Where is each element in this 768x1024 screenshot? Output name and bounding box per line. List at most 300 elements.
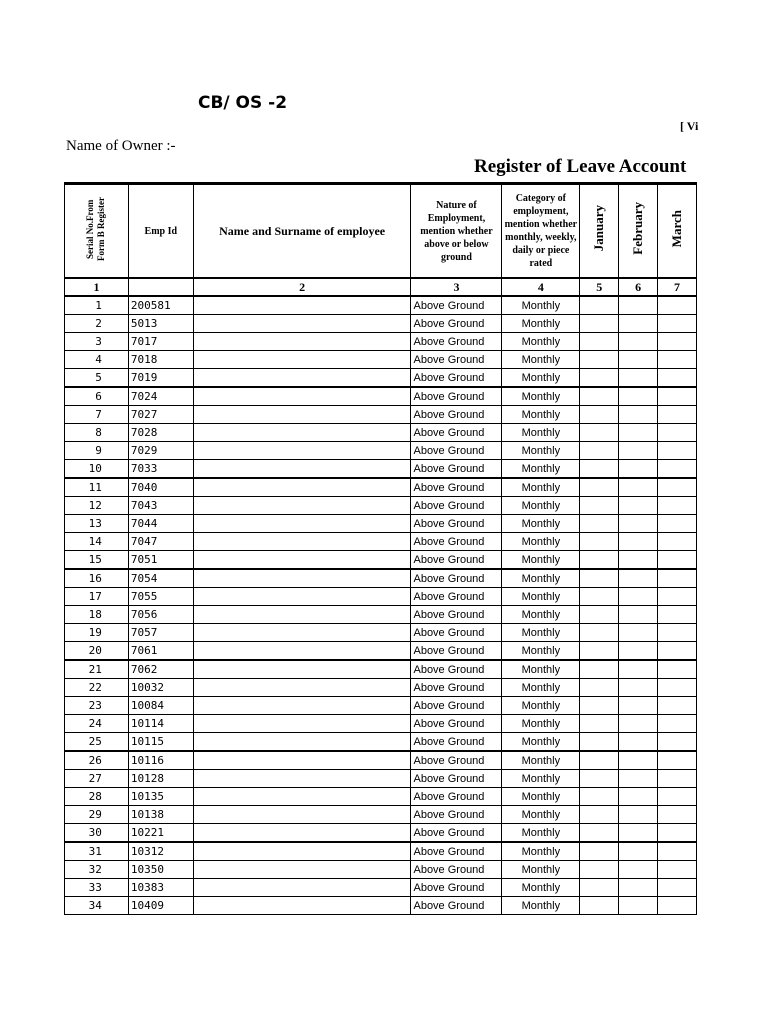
cell-name xyxy=(193,315,411,333)
cell-serial: 16 xyxy=(65,569,129,588)
table-row xyxy=(65,478,697,497)
cell-february xyxy=(619,606,658,624)
cell-nature: Above Ground xyxy=(411,497,502,515)
col-num: 7 xyxy=(658,278,697,296)
cell-march xyxy=(658,751,697,770)
table-row xyxy=(65,697,697,715)
cell-serial: 22 xyxy=(65,679,129,697)
cell-serial: 28 xyxy=(65,788,129,806)
cell-serial: 4 xyxy=(65,351,129,369)
cell-january xyxy=(580,296,619,315)
cell-february xyxy=(619,806,658,824)
cell-january xyxy=(580,442,619,460)
cell-february xyxy=(619,660,658,679)
cell-emp-id: 7057 xyxy=(128,624,193,642)
table-row xyxy=(65,351,697,369)
cell-february xyxy=(619,861,658,879)
cell-emp-id: 10116 xyxy=(128,751,193,770)
table-row xyxy=(65,751,697,770)
cell-january xyxy=(580,642,619,661)
table-row xyxy=(65,424,697,442)
cell-january xyxy=(580,515,619,533)
cell-category: Monthly xyxy=(502,733,580,752)
cell-emp-id: 10409 xyxy=(128,897,193,915)
cell-january xyxy=(580,806,619,824)
cell-name xyxy=(193,369,411,388)
cell-name xyxy=(193,296,411,315)
cell-name xyxy=(193,806,411,824)
cell-name xyxy=(193,406,411,424)
cell-name xyxy=(193,333,411,351)
cell-category: Monthly xyxy=(502,788,580,806)
cell-january xyxy=(580,770,619,788)
cell-nature: Above Ground xyxy=(411,697,502,715)
cell-february xyxy=(619,442,658,460)
cell-march xyxy=(658,569,697,588)
cell-category: Monthly xyxy=(502,751,580,770)
cell-february xyxy=(619,770,658,788)
cell-february xyxy=(619,751,658,770)
table-row xyxy=(65,715,697,733)
cell-emp-id: 10350 xyxy=(128,861,193,879)
cell-january xyxy=(580,497,619,515)
cell-january xyxy=(580,333,619,351)
cell-january xyxy=(580,824,619,843)
cell-emp-id: 10114 xyxy=(128,715,193,733)
cell-serial: 14 xyxy=(65,533,129,551)
cell-february xyxy=(619,879,658,897)
cell-serial: 15 xyxy=(65,551,129,570)
owner-label: Name of Owner :- xyxy=(66,138,176,154)
cell-emp-id: 200581 xyxy=(128,296,193,315)
cell-name xyxy=(193,551,411,570)
table-row xyxy=(65,897,697,915)
cell-serial: 25 xyxy=(65,733,129,752)
cell-category: Monthly xyxy=(502,296,580,315)
cell-march xyxy=(658,369,697,388)
cell-category: Monthly xyxy=(502,606,580,624)
cell-nature: Above Ground xyxy=(411,751,502,770)
col-num: 1 xyxy=(65,278,129,296)
cell-march xyxy=(658,824,697,843)
table-row xyxy=(65,770,697,788)
cell-name xyxy=(193,642,411,661)
cell-category: Monthly xyxy=(502,879,580,897)
table-row xyxy=(65,387,697,406)
cell-february xyxy=(619,497,658,515)
cell-serial: 27 xyxy=(65,770,129,788)
cell-nature: Above Ground xyxy=(411,515,502,533)
cell-emp-id: 10115 xyxy=(128,733,193,752)
cell-serial: 19 xyxy=(65,624,129,642)
header-row xyxy=(65,184,697,279)
cell-february xyxy=(619,642,658,661)
cell-nature: Above Ground xyxy=(411,569,502,588)
cell-nature: Above Ground xyxy=(411,369,502,388)
cell-february xyxy=(619,315,658,333)
col-num: 4 xyxy=(502,278,580,296)
cell-nature: Above Ground xyxy=(411,824,502,843)
cell-category: Monthly xyxy=(502,861,580,879)
cell-january xyxy=(580,551,619,570)
cell-category: Monthly xyxy=(502,315,580,333)
cell-name xyxy=(193,569,411,588)
cell-february xyxy=(619,478,658,497)
cell-january xyxy=(580,788,619,806)
cell-emp-id: 7027 xyxy=(128,406,193,424)
cell-march xyxy=(658,660,697,679)
cell-category: Monthly xyxy=(502,679,580,697)
cell-serial: 1 xyxy=(65,296,129,315)
cell-march xyxy=(658,424,697,442)
cell-march xyxy=(658,315,697,333)
cell-march xyxy=(658,879,697,897)
cell-nature: Above Ground xyxy=(411,806,502,824)
cell-category: Monthly xyxy=(502,406,580,424)
cell-march xyxy=(658,478,697,497)
cell-serial: 21 xyxy=(65,660,129,679)
cell-march xyxy=(658,551,697,570)
cell-february xyxy=(619,788,658,806)
cell-nature: Above Ground xyxy=(411,624,502,642)
cell-serial: 29 xyxy=(65,806,129,824)
table-row xyxy=(65,660,697,679)
cell-march xyxy=(658,770,697,788)
cell-emp-id: 10084 xyxy=(128,697,193,715)
cell-name xyxy=(193,387,411,406)
cell-serial: 30 xyxy=(65,824,129,843)
header-month-march: March xyxy=(658,184,697,279)
cell-nature: Above Ground xyxy=(411,861,502,879)
table-row xyxy=(65,588,697,606)
register-body xyxy=(65,296,697,915)
cell-march xyxy=(658,333,697,351)
cell-name xyxy=(193,424,411,442)
cell-name xyxy=(193,533,411,551)
column-number-row xyxy=(65,278,697,296)
cell-name xyxy=(193,442,411,460)
cell-emp-id: 7033 xyxy=(128,460,193,479)
header-month-january: January xyxy=(580,184,619,279)
cell-january xyxy=(580,478,619,497)
cell-category: Monthly xyxy=(502,478,580,497)
cell-emp-id: 7018 xyxy=(128,351,193,369)
col-num xyxy=(128,278,193,296)
form-code: CB/ OS -2 xyxy=(198,93,288,113)
cell-february xyxy=(619,697,658,715)
cell-nature: Above Ground xyxy=(411,296,502,315)
cell-march xyxy=(658,588,697,606)
cell-serial: 17 xyxy=(65,588,129,606)
cell-name xyxy=(193,842,411,861)
cell-serial: 11 xyxy=(65,478,129,497)
cell-january xyxy=(580,897,619,915)
cell-category: Monthly xyxy=(502,551,580,570)
cell-march xyxy=(658,788,697,806)
cell-category: Monthly xyxy=(502,369,580,388)
cell-emp-id: 7054 xyxy=(128,569,193,588)
cell-serial: 23 xyxy=(65,697,129,715)
cell-january xyxy=(580,624,619,642)
cell-nature: Above Ground xyxy=(411,642,502,661)
cell-nature: Above Ground xyxy=(411,551,502,570)
cell-emp-id: 7028 xyxy=(128,424,193,442)
cell-march xyxy=(658,442,697,460)
cell-nature: Above Ground xyxy=(411,788,502,806)
cell-nature: Above Ground xyxy=(411,842,502,861)
cell-january xyxy=(580,606,619,624)
table-row xyxy=(65,442,697,460)
cell-emp-id: 7044 xyxy=(128,515,193,533)
table-row xyxy=(65,806,697,824)
cell-february xyxy=(619,715,658,733)
cell-name xyxy=(193,351,411,369)
cell-february xyxy=(619,387,658,406)
cell-emp-id: 7062 xyxy=(128,660,193,679)
cell-nature: Above Ground xyxy=(411,897,502,915)
header-month-february: February xyxy=(619,184,658,279)
cell-category: Monthly xyxy=(502,460,580,479)
cell-nature: Above Ground xyxy=(411,733,502,752)
cell-category: Monthly xyxy=(502,351,580,369)
cell-february xyxy=(619,897,658,915)
header-name: Name and Surname of employee xyxy=(193,184,411,279)
vide-reference: [ Vi xyxy=(680,119,699,133)
cell-emp-id: 7019 xyxy=(128,369,193,388)
cell-january xyxy=(580,369,619,388)
cell-february xyxy=(619,624,658,642)
cell-february xyxy=(619,551,658,570)
table-row xyxy=(65,642,697,661)
table-row xyxy=(65,679,697,697)
col-num: 3 xyxy=(411,278,502,296)
cell-name xyxy=(193,861,411,879)
cell-march xyxy=(658,387,697,406)
cell-category: Monthly xyxy=(502,624,580,642)
cell-march xyxy=(658,642,697,661)
cell-february xyxy=(619,406,658,424)
table-row xyxy=(65,842,697,861)
cell-nature: Above Ground xyxy=(411,460,502,479)
cell-january xyxy=(580,588,619,606)
cell-february xyxy=(619,333,658,351)
cell-march xyxy=(658,715,697,733)
leave-register-table xyxy=(64,182,697,915)
cell-january xyxy=(580,733,619,752)
cell-february xyxy=(619,296,658,315)
cell-february xyxy=(619,351,658,369)
cell-name xyxy=(193,897,411,915)
cell-serial: 24 xyxy=(65,715,129,733)
cell-serial: 3 xyxy=(65,333,129,351)
cell-nature: Above Ground xyxy=(411,606,502,624)
cell-category: Monthly xyxy=(502,842,580,861)
cell-emp-id: 7056 xyxy=(128,606,193,624)
cell-february xyxy=(619,842,658,861)
cell-march xyxy=(658,679,697,697)
cell-serial: 6 xyxy=(65,387,129,406)
cell-january xyxy=(580,697,619,715)
cell-march xyxy=(658,606,697,624)
cell-nature: Above Ground xyxy=(411,715,502,733)
cell-serial: 7 xyxy=(65,406,129,424)
cell-nature: Above Ground xyxy=(411,351,502,369)
register-title: Register of Leave Account xyxy=(474,156,687,177)
cell-name xyxy=(193,460,411,479)
cell-nature: Above Ground xyxy=(411,406,502,424)
cell-name xyxy=(193,715,411,733)
cell-serial: 32 xyxy=(65,861,129,879)
cell-name xyxy=(193,751,411,770)
header-emp-id: Emp Id xyxy=(128,184,193,279)
cell-serial: 8 xyxy=(65,424,129,442)
cell-february xyxy=(619,369,658,388)
cell-march xyxy=(658,533,697,551)
cell-emp-id: 7043 xyxy=(128,497,193,515)
table-row xyxy=(65,733,697,752)
cell-nature: Above Ground xyxy=(411,660,502,679)
cell-nature: Above Ground xyxy=(411,588,502,606)
cell-nature: Above Ground xyxy=(411,770,502,788)
header-nature: Nature of Employment, mention whether above or below ground xyxy=(411,184,502,279)
table-row xyxy=(65,515,697,533)
table-row xyxy=(65,861,697,879)
cell-nature: Above Ground xyxy=(411,879,502,897)
cell-serial: 10 xyxy=(65,460,129,479)
cell-name xyxy=(193,697,411,715)
cell-emp-id: 7040 xyxy=(128,478,193,497)
cell-serial: 18 xyxy=(65,606,129,624)
cell-january xyxy=(580,679,619,697)
cell-march xyxy=(658,351,697,369)
table-row xyxy=(65,879,697,897)
cell-february xyxy=(619,824,658,843)
cell-march xyxy=(658,697,697,715)
cell-january xyxy=(580,715,619,733)
cell-category: Monthly xyxy=(502,588,580,606)
cell-nature: Above Ground xyxy=(411,478,502,497)
cell-serial: 26 xyxy=(65,751,129,770)
cell-serial: 12 xyxy=(65,497,129,515)
table-row xyxy=(65,333,697,351)
cell-january xyxy=(580,315,619,333)
cell-category: Monthly xyxy=(502,897,580,915)
cell-name xyxy=(193,478,411,497)
cell-serial: 20 xyxy=(65,642,129,661)
header-serial: Serial No.From Form B Register xyxy=(65,184,129,279)
cell-january xyxy=(580,424,619,442)
cell-category: Monthly xyxy=(502,533,580,551)
table-row xyxy=(65,788,697,806)
table-row xyxy=(65,624,697,642)
cell-category: Monthly xyxy=(502,333,580,351)
cell-january xyxy=(580,861,619,879)
cell-name xyxy=(193,624,411,642)
col-num: 2 xyxy=(193,278,411,296)
cell-emp-id: 10221 xyxy=(128,824,193,843)
header-category: Category of employment, mention whether monthly, weekly, daily or piece rated xyxy=(502,184,580,279)
table-row xyxy=(65,569,697,588)
cell-january xyxy=(580,842,619,861)
cell-serial: 33 xyxy=(65,879,129,897)
table-row xyxy=(65,606,697,624)
cell-january xyxy=(580,879,619,897)
cell-march xyxy=(658,842,697,861)
cell-category: Monthly xyxy=(502,660,580,679)
cell-emp-id: 7061 xyxy=(128,642,193,661)
cell-name xyxy=(193,733,411,752)
table-row xyxy=(65,406,697,424)
table-row xyxy=(65,296,697,315)
col-num: 6 xyxy=(619,278,658,296)
cell-february xyxy=(619,460,658,479)
table-row xyxy=(65,369,697,388)
cell-emp-id: 7029 xyxy=(128,442,193,460)
cell-name xyxy=(193,824,411,843)
cell-category: Monthly xyxy=(502,424,580,442)
cell-serial: 31 xyxy=(65,842,129,861)
cell-serial: 9 xyxy=(65,442,129,460)
cell-category: Monthly xyxy=(502,442,580,460)
cell-category: Monthly xyxy=(502,697,580,715)
cell-name xyxy=(193,770,411,788)
cell-name xyxy=(193,679,411,697)
cell-serial: 13 xyxy=(65,515,129,533)
cell-march xyxy=(658,515,697,533)
cell-january xyxy=(580,660,619,679)
table-row xyxy=(65,315,697,333)
table-row xyxy=(65,533,697,551)
table-row xyxy=(65,497,697,515)
cell-march xyxy=(658,406,697,424)
cell-february xyxy=(619,569,658,588)
cell-march xyxy=(658,861,697,879)
cell-january xyxy=(580,406,619,424)
cell-march xyxy=(658,460,697,479)
cell-emp-id: 7047 xyxy=(128,533,193,551)
cell-january xyxy=(580,460,619,479)
cell-name xyxy=(193,660,411,679)
cell-nature: Above Ground xyxy=(411,315,502,333)
cell-name xyxy=(193,588,411,606)
cell-february xyxy=(619,733,658,752)
cell-emp-id: 7017 xyxy=(128,333,193,351)
cell-category: Monthly xyxy=(502,806,580,824)
table-row xyxy=(65,551,697,570)
cell-january xyxy=(580,387,619,406)
cell-january xyxy=(580,751,619,770)
cell-category: Monthly xyxy=(502,387,580,406)
cell-march xyxy=(658,296,697,315)
col-num: 5 xyxy=(580,278,619,296)
cell-nature: Above Ground xyxy=(411,679,502,697)
cell-serial: 34 xyxy=(65,897,129,915)
cell-january xyxy=(580,351,619,369)
cell-category: Monthly xyxy=(502,642,580,661)
cell-emp-id: 7051 xyxy=(128,551,193,570)
cell-emp-id: 10135 xyxy=(128,788,193,806)
cell-name xyxy=(193,606,411,624)
cell-emp-id: 7024 xyxy=(128,387,193,406)
cell-february xyxy=(619,679,658,697)
cell-february xyxy=(619,515,658,533)
table-row xyxy=(65,460,697,479)
cell-emp-id: 10138 xyxy=(128,806,193,824)
cell-february xyxy=(619,533,658,551)
cell-emp-id: 10383 xyxy=(128,879,193,897)
cell-nature: Above Ground xyxy=(411,387,502,406)
cell-emp-id: 10128 xyxy=(128,770,193,788)
